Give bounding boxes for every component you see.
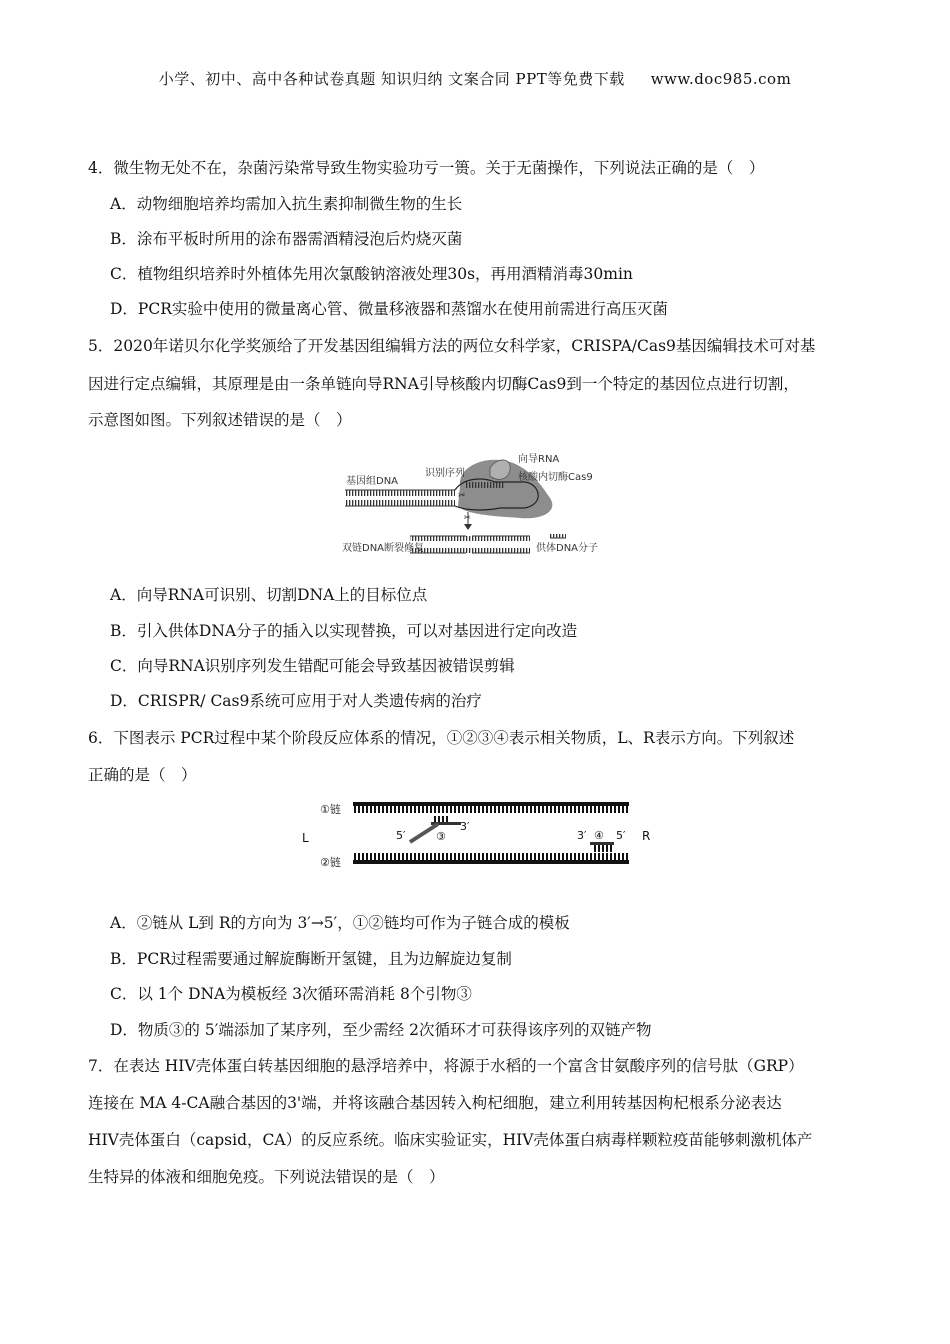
strand-2-backbone	[353, 860, 629, 864]
q5-stem-line-1: 5．2020年诺贝尔化学奖颁给了开发基因组编辑方法的两位女科学家，CRISPA/Cas9基因编辑技术可对基	[88, 337, 816, 355]
pcr-diagram	[298, 796, 658, 878]
genomic-dna-lower-left	[345, 500, 455, 506]
q5-stem-line-3: 示意图如图。下列叙述错误的是（ ）	[88, 411, 352, 429]
label-chain-1: ①链	[320, 803, 341, 816]
q4-option-b: B．涂布平板时所用的涂布器需酒精浸泡后灼烧灭菌	[110, 230, 463, 248]
cut-dna-lower	[410, 548, 530, 553]
q4-stem: 4．微生物无处不在，杂菌污染常导致生物实验功亏一篑。关于无菌操作，下列说法正确的是（ ）	[88, 159, 765, 177]
strand-1-bases	[353, 806, 629, 813]
label-cas9: 核酸内切酶Cas9	[518, 472, 593, 483]
page-header	[0, 68, 950, 89]
q5-option-d: D．CRISPR/ Cas9系统可应用于对人类遗传病的治疗	[110, 692, 482, 710]
q6-option-d: D．物质③的 5′端添加了某序列，至少需经 2次循环才可获得该序列的双链产物	[110, 1021, 652, 1039]
q6-option-b: B．PCR过程需要通过解旋酶断开氢键，且为边解旋边复制	[110, 950, 512, 968]
primer-4-bases	[592, 845, 612, 852]
primer-4-backbone	[590, 842, 614, 845]
q5-option-a: A．向导RNA可识别、切割DNA上的目标位点	[110, 586, 428, 604]
arrow-down-icon	[464, 524, 472, 530]
q5-option-b: B．引入供体DNA分子的插入以实现替换，可以对基因进行定向改造	[110, 622, 578, 640]
q6-option-a: A．②链从 L到 R的方向为 3′→5′，①②链均可作为子链合成的模板	[110, 914, 570, 932]
strand-1-backbone	[353, 802, 629, 806]
header-promo-text: 小学、初中、高中各种试卷真题 知识归纳 文案合同 PPT等免费下载	[158, 70, 625, 88]
strand-2-bases	[353, 853, 629, 860]
cut-dna-upper	[410, 536, 530, 541]
label-5prime-left: 5′	[396, 829, 406, 842]
scissors-icon: ✂	[458, 491, 466, 501]
q5-stem-line-2: 因进行定点编辑，其原理是由一条单链向导RNA引导核酸内切酶Cas9到一个特定的基因位点进行切割，	[88, 375, 799, 393]
q4-option-a: A．动物细胞培养均需加入抗生素抑制微生物的生长	[110, 195, 463, 213]
q7-stem-line-4: 生特异的体液和细胞免疫。下列说法错误的是（ ）	[88, 1168, 445, 1186]
q7-stem-line-2: 连接在 MA 4-CA融合基因的3'端，并将该融合基因转入枸杞细胞，建立利用转基因枸杞根系分泌表达	[88, 1094, 782, 1112]
label-left: L	[302, 831, 309, 845]
label-dsb-repair: 双链DNA断裂修复	[342, 543, 425, 554]
label-genomic-dna: 基因组DNA	[346, 476, 399, 487]
q6-stem-line-1: 6．下图表示 PCR过程中某个阶段反应体系的情况，①②③④表示相关物质，L、R表示方向。下列叙述	[88, 729, 795, 747]
q7-stem-line-1: 7．在表达 HIV壳体蛋白转基因细胞的悬浮培养中，将源于水稻的一个富含甘氨酸序列的信号肽（GRP）	[88, 1057, 804, 1075]
recognition-sequence	[465, 482, 505, 488]
label-primer-4: ④	[594, 829, 604, 842]
q5-option-c: C．向导RNA识别序列发生错配可能会导致基因被错误剪辑	[110, 657, 515, 675]
q4-option-d: D．PCR实验中使用的微量离心管、微量移液器和蒸馏水在使用前需进行高压灭菌	[110, 300, 668, 318]
q7-stem-line-3: HIV壳体蛋白（capsid，CA）的反应系统。临床实验证实，HIV壳体蛋白病毒样颗粒疫苗能够刺激机体产	[88, 1131, 813, 1149]
label-donor-dna: 供体DNA分子	[536, 543, 599, 554]
primer-3-bases	[433, 816, 449, 822]
q6-option-c: C．以 1个 DNA为模板经 3次循环需消耗 8个引物③	[110, 985, 472, 1003]
label-3prime-right: 3′	[577, 829, 587, 842]
q4-option-c: C．植物组织培养时外植体先用次氯酸钠溶液处理30s，再用酒精消毒30min	[110, 265, 633, 283]
svg-text:✂: ✂	[464, 513, 471, 522]
donor-dna-fragment	[550, 534, 566, 538]
primer-3-tail	[410, 824, 438, 842]
q6-stem-line-2: 正确的是（ ）	[88, 766, 197, 784]
label-chain-2: ②链	[320, 856, 341, 869]
label-guide-rna: 向导RNA	[518, 454, 560, 465]
label-recognition-seq: 识别序列	[425, 468, 465, 479]
label-5prime-right: 5′	[616, 829, 626, 842]
crispr-diagram	[340, 448, 610, 563]
label-3prime-left: 3′	[460, 820, 470, 833]
label-right: R	[642, 829, 651, 843]
label-primer-3: ③	[436, 830, 446, 843]
genomic-dna-upper-left	[345, 490, 455, 496]
header-website-link[interactable]: www.doc985.com	[650, 70, 792, 88]
